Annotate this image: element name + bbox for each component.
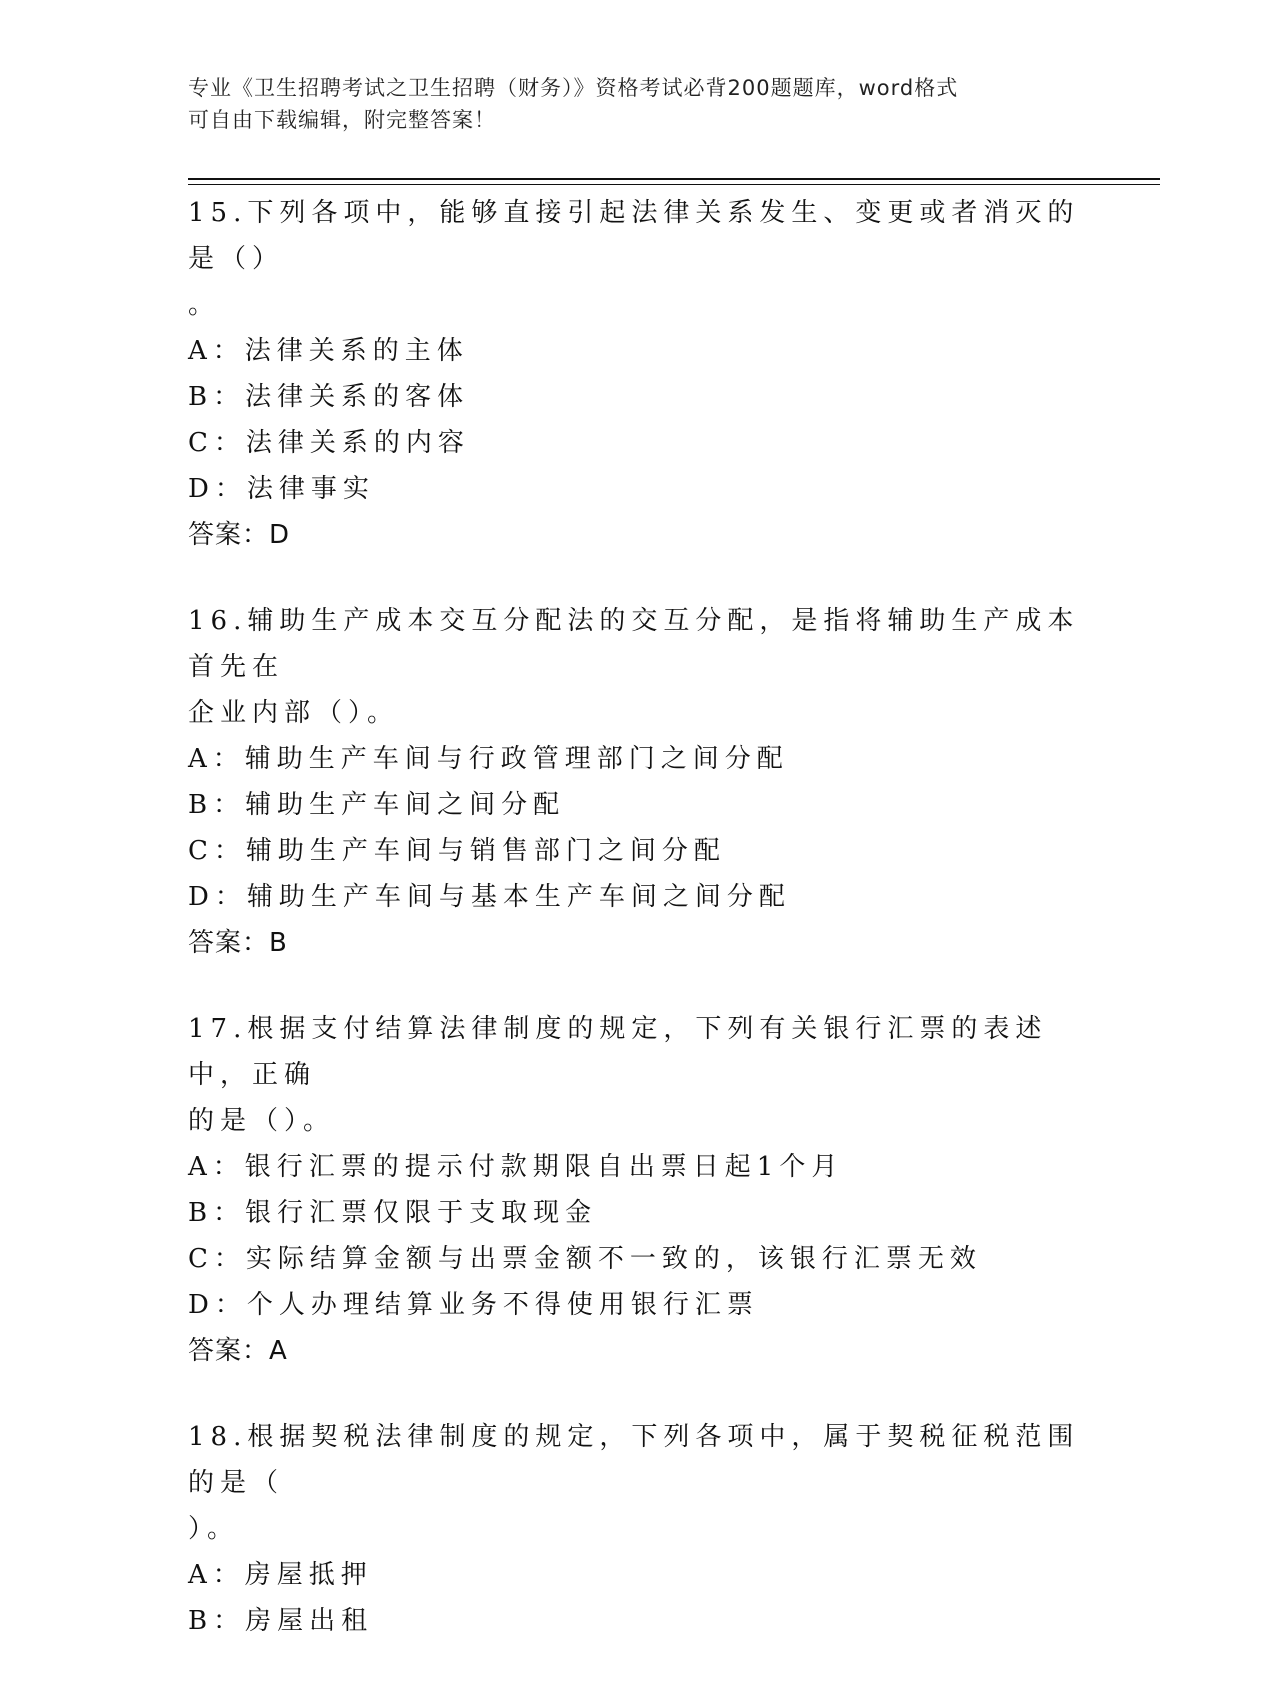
option-a: A：银行汇票的提示付款期限自出票日起1个月	[188, 1152, 844, 1182]
answer: 答案：A	[188, 1336, 288, 1366]
question-text: 16.辅助生产成本交互分配法的交互分配，是指将辅助生产成本首先在	[188, 606, 1080, 682]
question-17	[188, 1006, 1088, 1374]
question-18	[188, 1414, 1088, 1644]
question-16	[188, 598, 1088, 966]
header-divider-thin	[188, 184, 1160, 185]
option-b: B：房屋出租	[188, 1606, 374, 1636]
header-line-2: 可自由下载编辑，附完整答案！	[188, 108, 496, 132]
document-header	[188, 72, 1068, 136]
option-a: A：辅助生产车间与行政管理部门之间分配	[188, 744, 789, 774]
question-list	[188, 190, 1088, 1684]
option-c: C：法律关系的内容	[188, 428, 470, 458]
answer: 答案：B	[188, 928, 288, 958]
answer: 答案：D	[188, 520, 291, 550]
question-text-cont: 的是（）。	[188, 1106, 336, 1136]
question-text-cont: 。	[188, 290, 221, 320]
question-text-cont: 企业内部（）。	[188, 698, 400, 728]
option-c: C：辅助生产车间与销售部门之间分配	[188, 836, 726, 866]
option-d: D：辅助生产车间与基本生产车间之间分配	[188, 882, 791, 912]
option-d: D：法律事实	[188, 474, 375, 504]
question-15	[188, 190, 1088, 558]
option-b: B：法律关系的客体	[188, 382, 470, 412]
header-divider-thick	[188, 178, 1160, 180]
option-b: B：辅助生产车间之间分配	[188, 790, 566, 820]
option-d: D：个人办理结算业务不得使用银行汇票	[188, 1290, 759, 1320]
option-b: B：银行汇票仅限于支取现金	[188, 1198, 598, 1228]
option-a: A：法律关系的主体	[188, 336, 469, 366]
question-text: 15.下列各项中，能够直接引起法律关系发生、变更或者消灭的是（）	[188, 198, 1080, 274]
question-text: 18.根据契税法律制度的规定，下列各项中，属于契税征税范围的是（	[188, 1422, 1080, 1498]
question-text-cont: ）。	[188, 1514, 240, 1544]
option-a: A：房屋抵押	[188, 1560, 373, 1590]
question-text: 17.根据支付结算法律制度的规定，下列有关银行汇票的表述中，正确	[188, 1014, 1048, 1090]
option-c: C：实际结算金额与出票金额不一致的，该银行汇票无效	[188, 1244, 982, 1274]
header-line-1: 专业《卫生招聘考试之卫生招聘（财务）》资格考试必背200题题库，word格式	[188, 76, 959, 100]
